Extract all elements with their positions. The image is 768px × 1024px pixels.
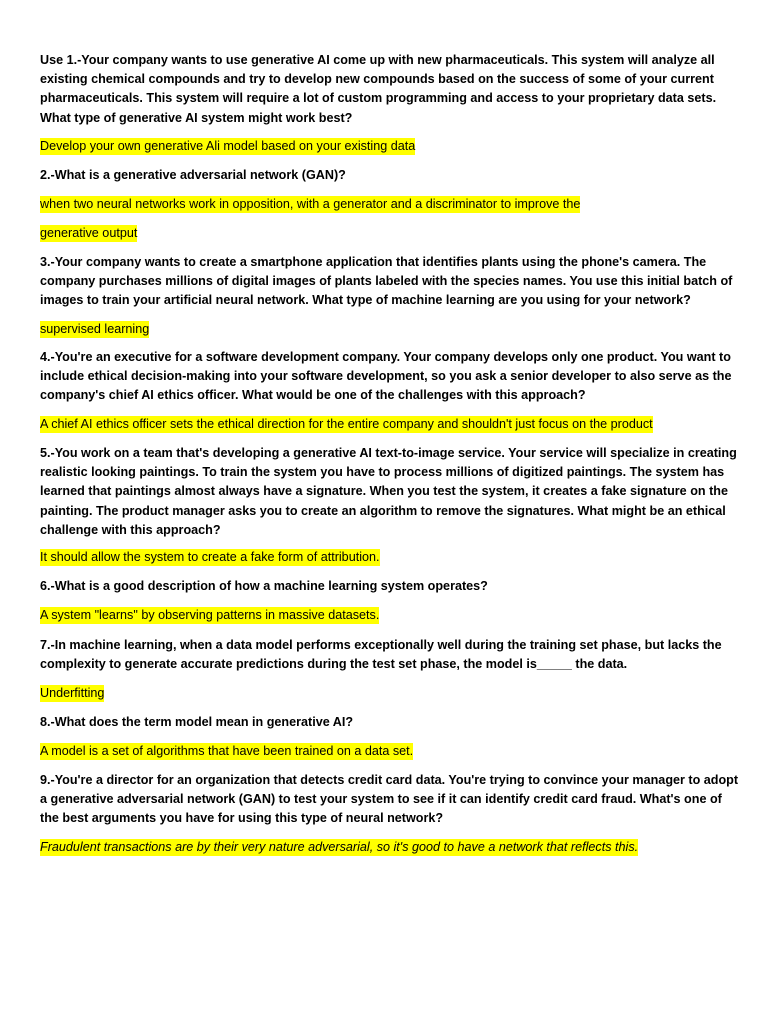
answer-3 — [40, 320, 149, 339]
answer-5-highlight: It should allow the system to create a fake form of attribution. — [40, 550, 380, 564]
answer-6 — [40, 606, 379, 625]
question-6: 6.-What is a good description of how a machine learning system operates? — [40, 579, 488, 593]
question-7: 7.-In machine learning, when a data model performs exceptionally well during the training set phase, but lacks the complexity to generate accurate predictions during the test set phase, the model is_____ the data. — [40, 638, 722, 672]
answer-8-highlight: A model is a set of algorithms that have been trained on a data set. — [40, 744, 414, 758]
answer-5 — [40, 548, 380, 567]
answer-3-highlight: supervised learning — [40, 322, 150, 336]
answer-6-highlight: A system "learns" by observing patterns in massive datasets. — [40, 608, 380, 622]
question-8: 8.-What does the term model mean in generative AI? — [40, 715, 354, 729]
answer-7-highlight: Underfitting — [40, 686, 105, 700]
answer-8 — [40, 742, 413, 761]
question-4: 4.-You're an executive for a software development company. Your company develops only one product. You want to include ethical decision-making into your software development, so you ask a senior developer to also serve as the company's chief AI ethics officer. What would be one of the challenges with this approach? — [40, 350, 732, 403]
answer-2-line-2 — [40, 224, 137, 243]
answer-1-highlight: Develop your own generative Ali model based on your existing data — [40, 139, 416, 153]
question-1: Use 1.-Your company wants to use generative AI come up with new pharmaceuticals. This system will analyze all existing chemical compounds and try to develop new compounds based on the success of some of your current pharmaceuticals. This system will require a lot of custom programming and access to your proprietary data sets. What type of generative AI system might work best? — [40, 53, 717, 125]
answer-4-highlight: A chief AI ethics officer sets the ethical direction for the entire company and shouldn't just focus on the product — [40, 417, 653, 431]
answer-2-highlight-2: generative output — [40, 226, 138, 240]
answer-2-line-1 — [40, 195, 580, 214]
question-5: 5.-You work on a team that's developing a generative AI text-to-image service. Your service will specialize in creating realistic looking paintings. To train the system you have to process millions of digitized paintings. The system has learned that paintings almost always have a signature. When you test the system, it creates a fake signature on the painting. The product manager asks you to create an algorithm to remove the signatures. What might be an ethical challenge with this approach? — [40, 446, 737, 537]
answer-9-highlight: Fraudulent transactions are by their very nature adversarial, so it's good to have a network that reflects this. — [40, 840, 639, 854]
answer-7 — [40, 684, 104, 703]
answer-4 — [40, 415, 653, 434]
answer-9 — [40, 838, 638, 857]
answer-1 — [40, 137, 415, 156]
question-3: 3.-Your company wants to create a smartphone application that identifies plants using the phone's camera. The company purchases millions of digital images of plants labeled with the species names. You use this initial batch of images to train your artificial neural network. What type of machine learning are you using for your network? — [40, 255, 733, 308]
question-9: 9.-You're a director for an organization that detects credit card data. You're trying to convince your manager to adopt a generative adversarial network (GAN) to test your system to see if it can identify credit card fraud. What's one of the best arguments you have for using this type of neural network? — [40, 773, 739, 826]
question-2: 2.-What is a generative adversarial network (GAN)? — [40, 168, 346, 182]
answer-2-highlight-1: when two neural networks work in opposition, with a generator and a discriminator to improve the — [40, 197, 581, 211]
